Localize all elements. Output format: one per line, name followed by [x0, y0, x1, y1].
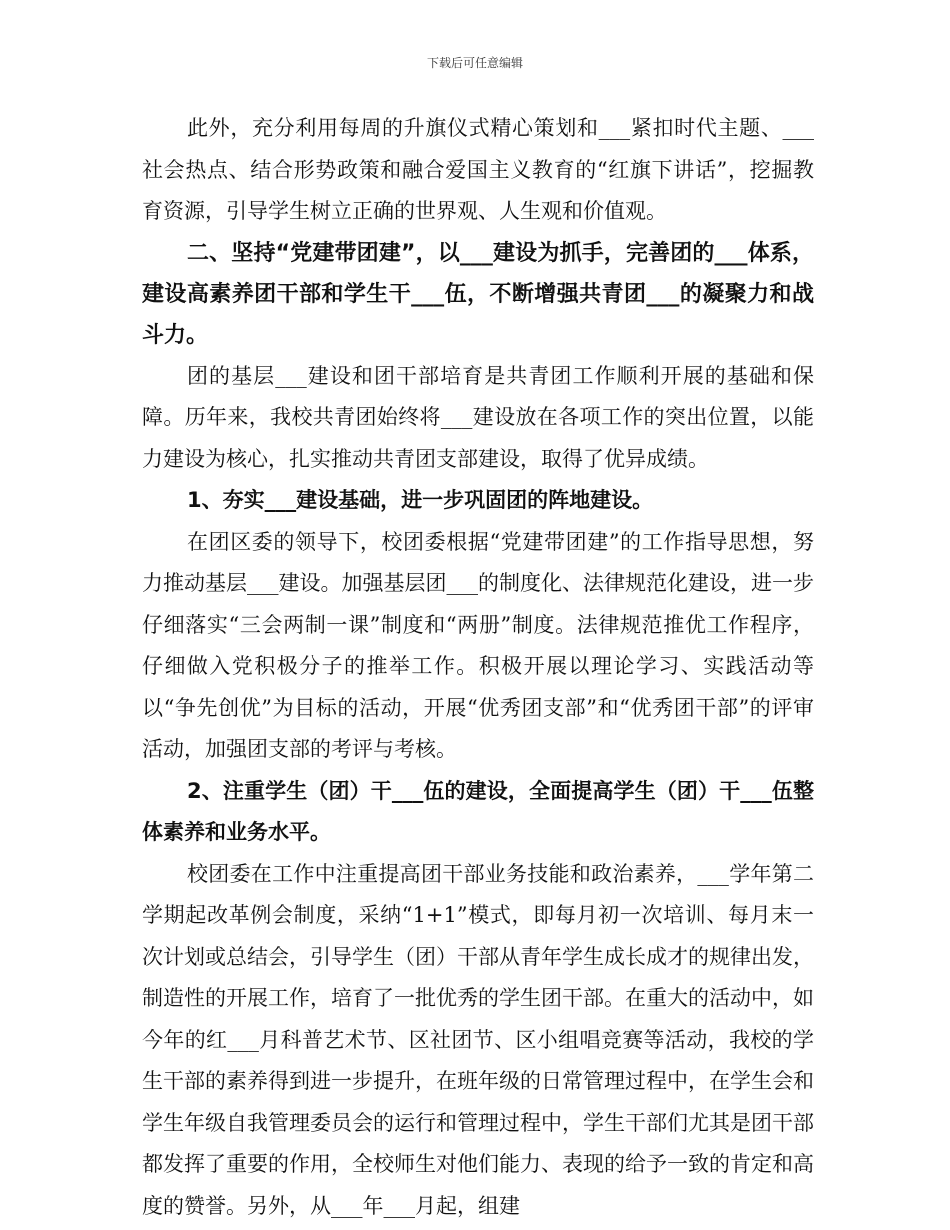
paragraph-section-2: 团的基层___建设和团干部培育是共青团工作顺利开展的基础和保障。历年来，我校共青团始终将___建设放在各项工作的突出位置，以能力建设为核心，扎实推动共青团支部建设，取得了优异成绩。 — [142, 363, 814, 471]
paragraph-sub-2: 校团委在工作中注重提高团干部业务技能和政治素养，___学年第二学期起改革例会制度，采纳“1+1”模式，即每月初一次培训、每月末一次计划或总结会，引导学生（团）干部从青年学生成长成才的规律出发，制造性的开展工作，培育了一批优秀的学生团干部。在重大的活动中，如今年的红___月科普艺术节、区社团节、区小组唱竞赛等活动，我校的学生干部的素养得到进一步提升，在班年级的日常管理过程中，在学生会和学生年级自我管理委员会的运行和管理过程中，学生干部们尤其是团干部都发挥了重要的作用，全校师生对他们能力、表现的给予一致的肯定和高度的赞誉。另外，从___年___月起，组建 — [142, 861, 814, 1218]
header-note: 下载后可任意编辑 — [426, 56, 523, 70]
paragraph-intro: 此外，充分利用每周的升旗仪式精心策划和___紧扣时代主题、___社会热点、结合形势政策和融合爱国主义教育的“红旗下讲话”，挖掘教育资源，引导学生树立正确的世界观、人生观和价值观。 — [142, 116, 814, 223]
subheading-2: 2、注重学生（团）干___伍的建设，全面提高学生（团）干___伍整体素养和业务水平。 — [142, 778, 814, 844]
document-body — [142, 108, 814, 1227]
section-heading-2: 二、坚持“党建带团建”，以___建设为抓手，完善团的___体系，建设高素养团干部和学生干___伍，不断增强共青团___的凝聚力和战斗力。 — [142, 240, 814, 348]
paragraph-sub-1: 在团区委的领导下，校团委根据“党建带团建”的工作指导思想，努力推动基层___建设。加强基层团___的制度化、法律规范化建设，进一步仔细落实“三会两制一课”制度和“两册”制度。法律规范推优工作程序，仔细做入党积极分子的推举工作。积极开展以理论学习、实践活动等以“争先创优”为目标的活动，开展“优秀团支部”和“优秀团干部”的评审活动，加强团支部的考评与考核。 — [142, 529, 814, 761]
subheading-1: 1、夯实___建设基础，进一步巩固团的阵地建设。 — [187, 488, 654, 512]
